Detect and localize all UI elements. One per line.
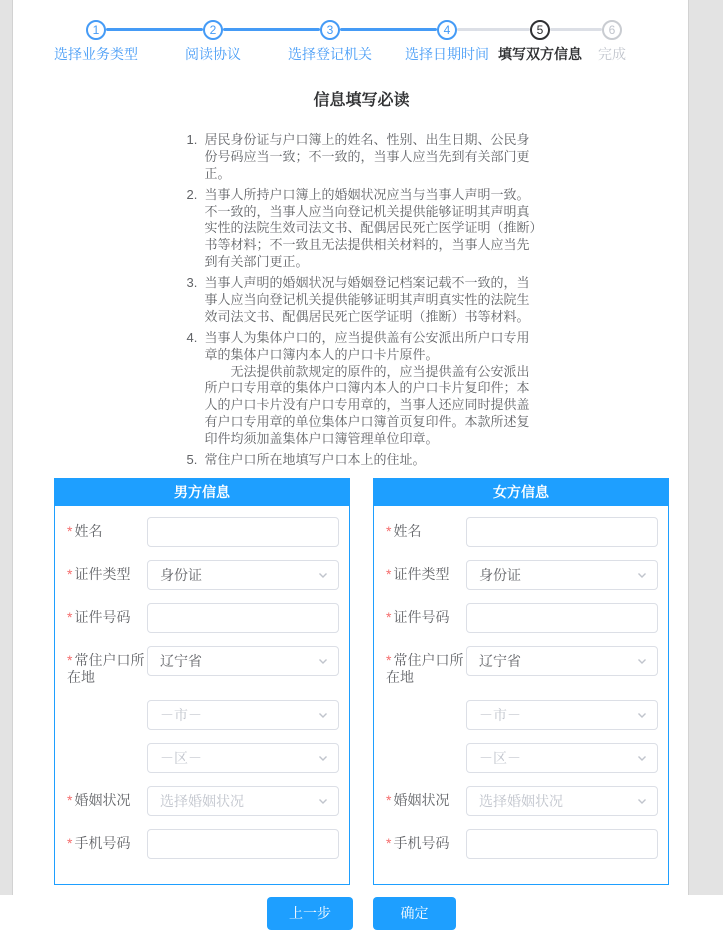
male-id-number-input[interactable] [147,603,339,633]
select-value: 辽宁省 [479,652,521,669]
chevron-down-icon [636,655,648,667]
male-marital-status-select[interactable] [147,786,339,816]
male-phone-input[interactable] [147,829,339,859]
field-row-residence [55,646,349,687]
field-row-phone [55,829,349,859]
required-asterisk: * [67,791,73,808]
chevron-down-icon [636,709,648,721]
select-value: －区－ [479,749,521,766]
required-asterisk: * [67,608,73,625]
select-value: －区－ [160,749,202,766]
stepper-step-3 [288,20,372,64]
notice-item-text: 居民身份证与户口簿上的姓名、性别、出生日期、公民身份号码应当一致；不一致的，当事人应当先到有关部门更正。 [204,132,530,181]
field-row-marital-status [55,786,349,816]
step-number-badge: 6 [602,20,622,40]
field-row-district [374,743,668,773]
id-number-label: * 证件号码 [386,608,450,625]
notice-item-text [205,330,537,448]
step-number-badge: 1 [86,20,106,40]
male-district-select[interactable] [147,743,339,773]
page-title: 信息填写必读 [313,92,410,109]
required-asterisk: * [67,651,73,668]
notice-item-number: 2. [186,186,198,202]
chevron-down-icon [636,569,648,581]
notice-item-text: 当事人所持户口簿上的婚姻状况应当与当事人声明一致。不一致的，当事人应当向登记机关提供能够证明其声明真实性的法院生效司法文书、配偶居民死亡医学证明（推断）书等材料；不一致且无法提供相关材料的，当事人应当先到有关部门更正。 [204,186,537,270]
field-row-id-number [374,603,668,633]
left-gutter [0,0,13,895]
notice-item [187,187,537,271]
step-number-badge: 3 [320,20,340,40]
required-asterisk: * [67,834,73,851]
step-label: 选择登记机关 [288,46,372,62]
notice-item-text: 常住户口所在地填写户口本上的住址。 [204,452,426,468]
stepper-step-4 [405,20,489,64]
female-phone-input[interactable] [466,829,658,859]
required-asterisk: * [67,522,73,539]
field-row-phone [374,829,668,859]
male-panel-title: 男方信息 [55,479,349,506]
district-label [67,743,147,749]
male-name-input[interactable] [147,517,339,547]
step-label: 选择业务类型 [54,46,138,62]
required-asterisk: * [67,565,73,582]
footer-actions [0,897,723,930]
name-label: * 姓名 [386,522,422,539]
marital-status-label: * 婚姻状况 [67,791,131,808]
notice-item-number: 4. [186,329,198,345]
field-row-id-type [374,560,668,590]
notice-item-number: 3. [186,275,198,291]
female-province-select[interactable] [466,646,658,676]
info-panels [0,478,723,885]
select-value: 身份证 [479,566,521,583]
field-row-city [55,700,349,730]
chevron-down-icon [636,795,648,807]
field-row-id-type [55,560,349,590]
required-asterisk: * [386,522,392,539]
step-number-badge: 5 [530,20,550,40]
chevron-down-icon [636,752,648,764]
phone-label: * 手机号码 [67,834,131,851]
chevron-down-icon [317,569,329,581]
stepper-step-5 [498,20,582,64]
required-asterisk: * [386,651,392,668]
field-row-district [55,743,349,773]
notice-item-number: 5. [186,452,198,468]
field-row-name [55,517,349,547]
female-id-type-select[interactable] [466,560,658,590]
phone-label: * 手机号码 [386,834,450,851]
required-asterisk: * [386,608,392,625]
step-label: 阅读协议 [185,46,241,62]
notice-list [187,132,537,469]
wizard-stepper [0,0,723,66]
prev-step-button[interactable]: 上一步 [267,897,353,930]
female-panel-title: 女方信息 [374,479,668,506]
male-city-select[interactable] [147,700,339,730]
step-number-badge: 4 [437,20,457,40]
stepper-step-6 [598,20,626,64]
right-gutter [688,0,723,895]
chevron-down-icon [317,752,329,764]
id-number-label: * 证件号码 [67,608,131,625]
notice-item [187,132,537,183]
chevron-down-icon [317,795,329,807]
confirm-button[interactable]: 确定 [373,897,456,930]
select-value: －市－ [479,706,521,723]
name-label: * 姓名 [67,522,103,539]
female-name-input[interactable] [466,517,658,547]
select-value: 辽宁省 [160,652,202,669]
stepper-step-1 [54,20,138,64]
id-type-label: * 证件类型 [386,565,450,582]
notice-item [187,330,537,448]
field-row-marital-status [374,786,668,816]
select-value: －市－ [160,706,202,723]
male-info-panel [54,478,350,885]
marital-status-label: * 婚姻状况 [386,791,450,808]
residence-label: * 常住户口所在地 [67,651,145,686]
notice-item-number: 1. [186,132,198,147]
notice-item [187,452,537,469]
female-panel-body [374,506,668,884]
female-district-select[interactable] [466,743,658,773]
select-value: 选择婚姻状况 [479,792,563,809]
notice-item-paragraph: 无法提供前款规定的原件的，应当提供盖有公安派出所户口专用章的集体户口簿内本人的户口卡片复印件；本人的户口卡片没有户口专用章的，当事人还应同时提供盖有户口专用章的单位集体户口簿首页复印件。本款所述复印件均须加盖集体户口簿管理单位印章。 [204,363,530,447]
field-row-name [374,517,668,547]
chevron-down-icon [317,655,329,667]
female-id-number-input[interactable] [466,603,658,633]
city-label [67,700,147,706]
select-value: 身份证 [160,566,202,583]
chevron-down-icon [317,709,329,721]
residence-label: * 常住户口所在地 [386,651,464,686]
female-city-select[interactable] [466,700,658,730]
step-label: 完成 [598,46,626,62]
male-province-select[interactable] [147,646,339,676]
step-label: 填写双方信息 [498,46,582,62]
step-label: 选择日期时间 [405,46,489,62]
female-marital-status-select[interactable] [466,786,658,816]
city-label [386,700,466,706]
field-row-city [374,700,668,730]
male-panel-body [55,506,349,884]
select-value: 选择婚姻状况 [160,792,244,809]
district-label [386,743,466,749]
notice-item-paragraph: 当事人为集体户口的，应当提供盖有公安派出所户口专用章的集体户口簿内本人的户口卡片原件。 [204,329,530,362]
required-asterisk: * [386,565,392,582]
field-row-id-number [55,603,349,633]
field-row-residence [374,646,668,687]
required-asterisk: * [386,834,392,851]
male-id-type-select[interactable] [147,560,339,590]
required-asterisk: * [386,791,392,808]
notice-item-text: 当事人声明的婚姻状况与婚姻登记档案记载不一致的，当事人应当向登记机关提供能够证明其声明真实性的法院生效司法文书、配偶居民死亡医学证明（推断）书等材料。 [204,275,530,324]
step-number-badge: 2 [203,20,223,40]
female-info-panel [373,478,669,885]
id-type-label: * 证件类型 [67,565,131,582]
notice-item [187,275,537,326]
stepper-step-2 [185,20,241,64]
